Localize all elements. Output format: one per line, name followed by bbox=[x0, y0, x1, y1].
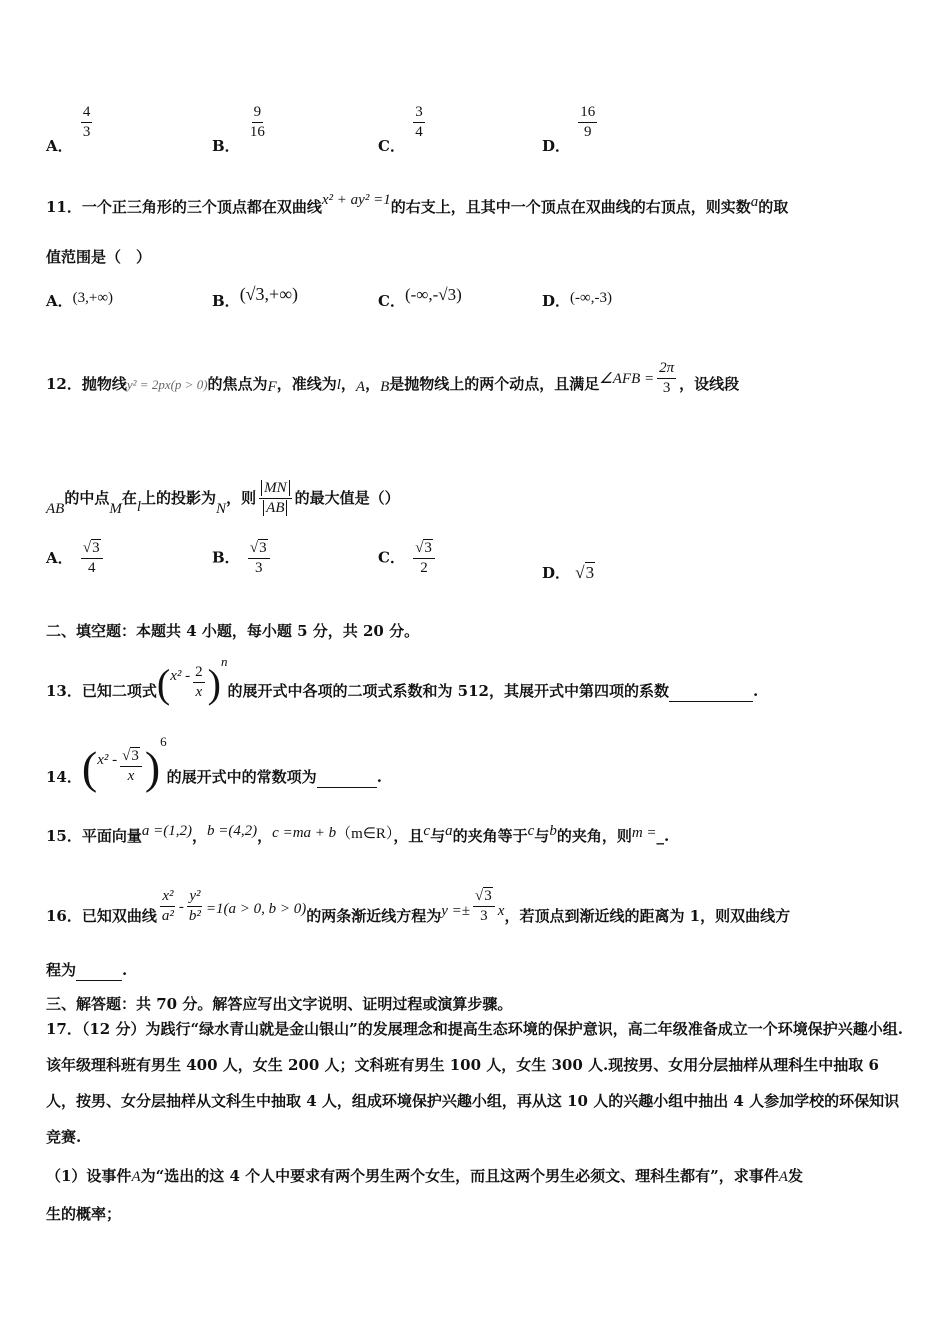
q16-stem-line2: 程为 . bbox=[46, 961, 128, 979]
option-fraction: $\frac{16}{9}$ bbox=[580, 104, 596, 140]
option-fraction: $\frac{3}{4}$ bbox=[415, 104, 423, 140]
q13-stem: 13．已知二项式(x² - $\frac{2}{x}$ )n的展开式中各项的二项式系数和为 512，其展开式中第四项的系数 . bbox=[46, 654, 759, 706]
answer-blank[interactable] bbox=[317, 767, 377, 788]
q17-paragraph: 17．（12 分）为践行“绿水青山就是金山银山”的发展理念和提高生态环境的保护意识，高二年级准备成立一个环境保护兴趣小组.该年级理科班有男生 400 人，女生 200 人；文科班有男生 100 人，女生 300 人.现按男、女用分层抽样从理科生中抽取 6 人，按男、女分层抽样从文科生中抽取 4 人，组成环境保护兴趣小组，再从这 10 人的兴趣小组中抽出 4 人参加学校的环保知识竞赛. bbox=[46, 1020, 903, 1146]
q14-stem: 14．(x² - $\frac{√3}{x}$ )6的展开式中的常数项为 . bbox=[46, 734, 382, 793]
option-label: C． bbox=[378, 136, 405, 155]
q17-part1-line2: 生的概率； bbox=[46, 1205, 122, 1223]
q12-option-b: B． $\frac{√3}{3}$ bbox=[212, 540, 273, 577]
q11-option-c: C．(-∞,-√3) bbox=[378, 285, 462, 310]
option-label: B． bbox=[212, 136, 240, 155]
q11-option-d: D．(-∞,-3) bbox=[542, 290, 612, 310]
section-3-heading: 三、解答题：共 70 分。解答应写出文字说明、证明过程或演算步骤。 bbox=[46, 995, 513, 1013]
q16-stem: 16．已知双曲线 $\frac{\text{x²}}{\text{a²}}$ - $\frac{\text{y²}}{\text{b²}}$ =1(a > 0, b > 0)的两条渐近线方程为y =± $\frac{√3}{3}$ x，若顶点到渐近线的距离为 1，则双曲线方 bbox=[46, 888, 791, 925]
answer-blank[interactable] bbox=[669, 681, 753, 702]
hyperbola-equation: x² + ay² =1 bbox=[321, 192, 391, 208]
q12-option-a: A． $\frac{√3}{4}$ bbox=[46, 540, 106, 577]
q11-option-b: B．(√3,+∞) bbox=[212, 284, 299, 310]
q10-option-c bbox=[378, 104, 428, 155]
q12-option-c: C． $\frac{√3}{2}$ bbox=[378, 540, 438, 577]
q10-option-b bbox=[212, 104, 270, 155]
parabola-equation: y² = 2px(p > 0) bbox=[126, 376, 208, 392]
section-2-heading: 二、填空题：本题共 4 小题，每小题 5 分，共 20 分。 bbox=[46, 622, 420, 640]
option-label: D． bbox=[542, 136, 571, 155]
answer-blank[interactable] bbox=[76, 960, 122, 981]
q11-stem-line2: 值范围是（ ） bbox=[46, 248, 152, 266]
q10-option-a bbox=[46, 104, 95, 155]
q12-stem: 12．抛物线y² = 2px(p > 0)的焦点为F，准线为l，A，B是抛物线上的两个动点，且满足∠AFB = $\frac{2\pi}{3}$ ，设线段 bbox=[46, 360, 740, 396]
q12-option-d: D． √3 bbox=[542, 563, 595, 582]
option-fraction: $\frac{9}{16}$ bbox=[249, 104, 265, 140]
option-label: A． bbox=[46, 136, 73, 155]
q10-option-d bbox=[542, 104, 600, 155]
option-fraction: $\frac{4}{3}$ bbox=[82, 104, 91, 140]
q11-option-a: A．(3,+∞) bbox=[46, 290, 114, 310]
q12-stem-line2: AB的中点M在l上的投影为N，则 $\frac{MN}{AB}$ 的最大值是（） bbox=[46, 480, 400, 517]
q17-part1: （1）设事件A为“选出的这 4 个人中要求有两个男生两个女生，而且这两个男生必须文、理科生都有”，求事件A发 bbox=[46, 1167, 803, 1185]
q11-stem: 11．一个正三角形的三个顶点都在双曲线x² + ay² =1的右支上，且其中一个顶点在双曲线的右顶点，则实数a的取 bbox=[46, 192, 789, 216]
q15-stem: 15．平面向量a =(1,2)，b =(4,2)，c =ma + b（m∈R），且c与a的夹角等于c与b的夹角，则m =_. bbox=[46, 823, 670, 845]
